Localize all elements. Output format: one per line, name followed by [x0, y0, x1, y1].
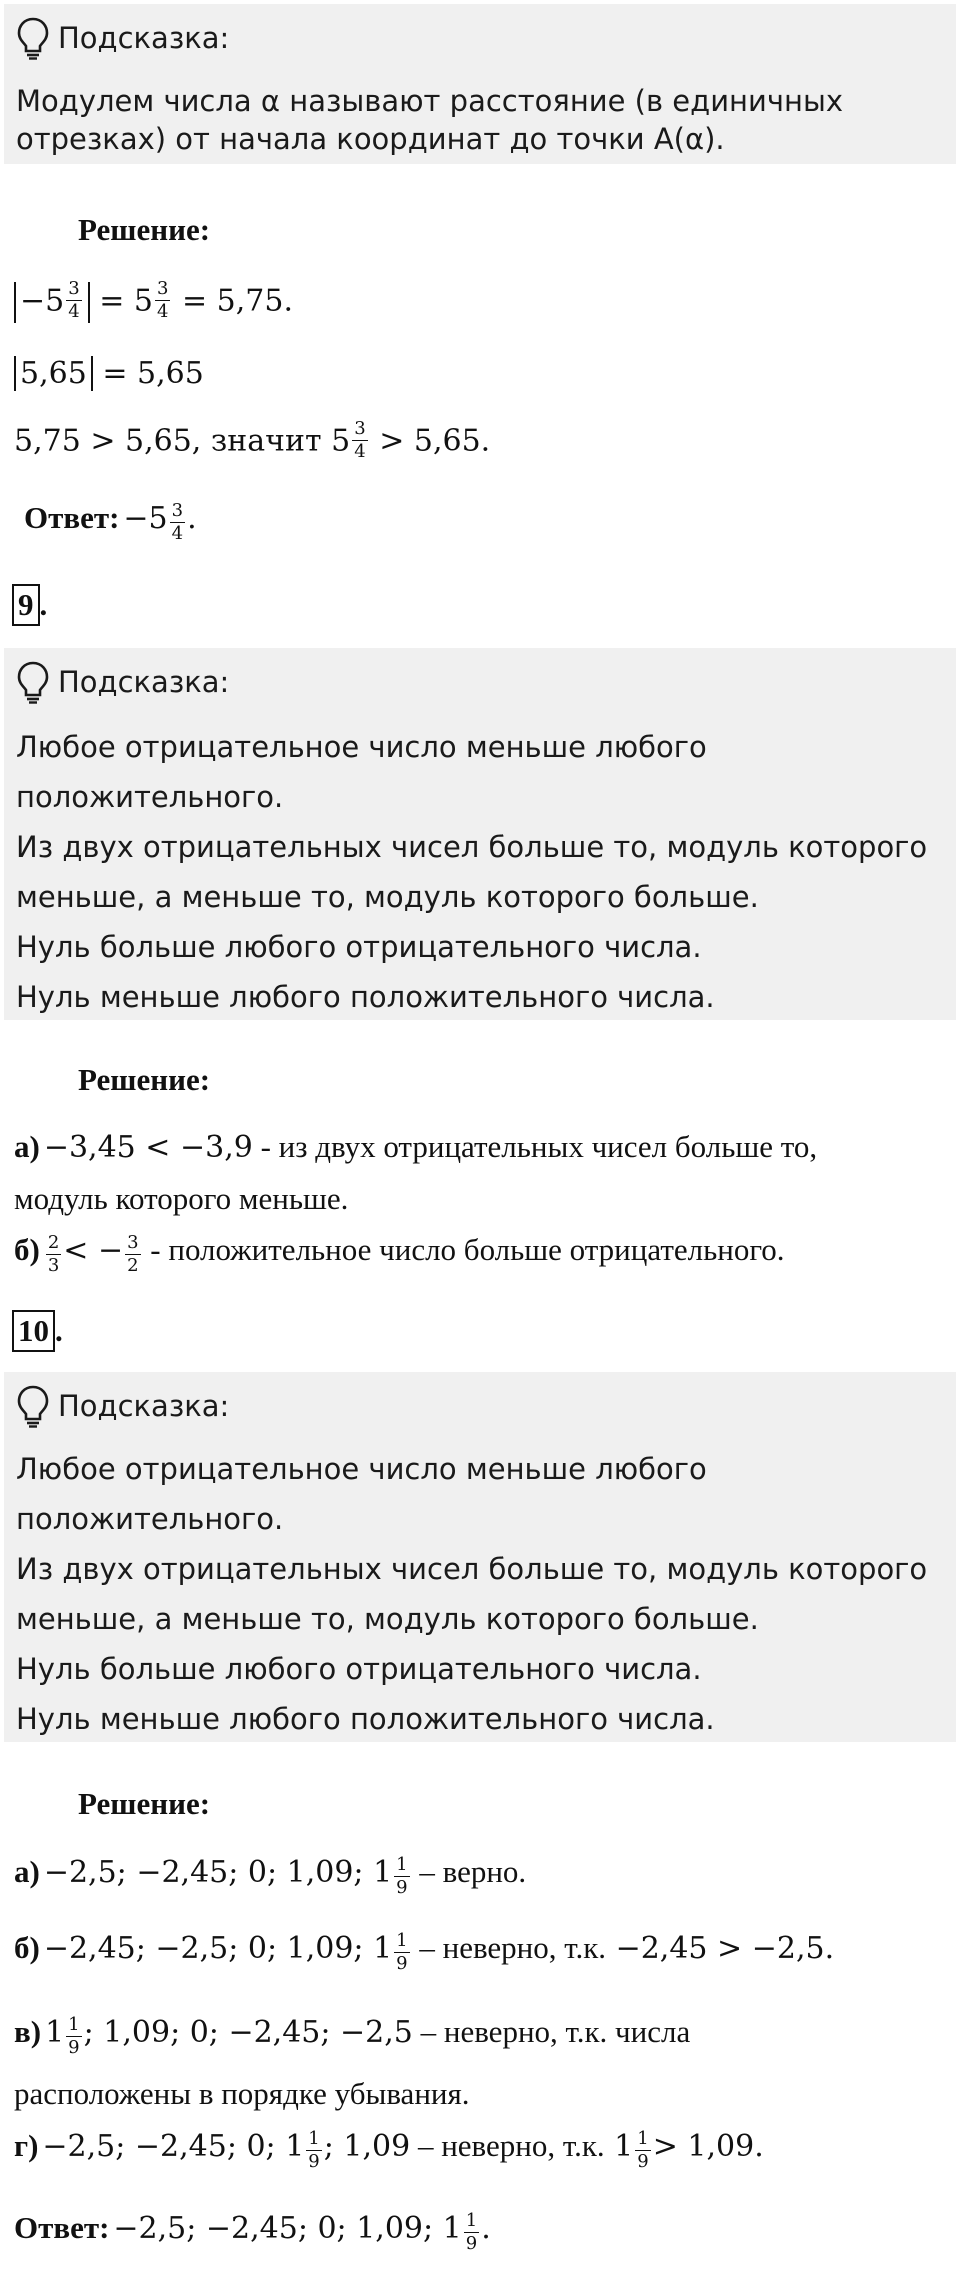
- solution-title: Решение:: [78, 212, 211, 247]
- hint-line: Любое отрицательное число меньше любого: [16, 730, 707, 764]
- task-number-box: 10: [12, 1310, 55, 1352]
- math-part: −2,5; −2,45; 0; 1,09; 1: [43, 1855, 393, 1890]
- fraction-num: 1: [396, 1853, 408, 1875]
- lightbulb-icon: [16, 660, 50, 704]
- fraction-num: 3: [157, 278, 169, 299]
- hint-text: [16, 1444, 944, 1744]
- hint-line: положительного.: [16, 780, 284, 814]
- explanation-text: расположены в порядке убывания.: [14, 2076, 470, 2111]
- hint-header: [16, 16, 229, 60]
- fraction-num: 3: [127, 1231, 139, 1253]
- fraction-num: 1: [465, 2209, 478, 2231]
- fraction: [394, 1853, 409, 1898]
- solution-line-2: [14, 356, 204, 391]
- solution-title: Решение:: [78, 1062, 211, 1097]
- hint-text: [16, 82, 944, 158]
- math-part: ; 1,09: [323, 2129, 411, 2164]
- math-part: ; 1,09; 0; −2,45; −2,5: [83, 2015, 413, 2050]
- explanation-text: – неверно, т.к. числа: [412, 2014, 691, 2049]
- hint-header: [16, 1384, 229, 1428]
- lightbulb-icon: [16, 16, 50, 60]
- hint-box-comparison: [4, 648, 956, 1020]
- fraction: [306, 2127, 321, 2172]
- explanation-text: - из двух отрицательных чисел больше то,: [252, 1129, 818, 1164]
- fraction-den: 9: [396, 1952, 408, 1974]
- answer-label: Ответ:: [14, 2210, 110, 2245]
- fraction-den: 9: [396, 1876, 408, 1898]
- hint-line: Из двух отрицательных чисел больше то, модуль которого: [16, 830, 928, 864]
- fraction-num: 2: [47, 1231, 60, 1253]
- fraction-den: 2: [127, 1254, 139, 1276]
- hint-box-comparison: [4, 1372, 956, 1742]
- task-number-dot: .: [55, 1313, 63, 1348]
- math-part: = 5: [99, 283, 153, 319]
- solution-10c: [14, 2004, 690, 2128]
- fraction-den: 4: [354, 441, 366, 462]
- math-part: 1: [604, 2129, 634, 2164]
- item-label: б): [14, 1232, 40, 1267]
- math-part: 5,75 > 5,65,: [14, 423, 202, 459]
- fraction-num: 3: [171, 499, 184, 521]
- explanation-text: – неверно, т.к.: [411, 1930, 607, 1965]
- math-part: 1: [45, 2015, 65, 2050]
- hint-box-modulus: [4, 4, 956, 164]
- fraction-den: 4: [68, 301, 80, 322]
- math-part: < −: [63, 1233, 124, 1268]
- solution-line-1: [14, 278, 294, 323]
- math-part: −3,45 < −3,9: [43, 1130, 253, 1165]
- task-number-box: 9: [12, 584, 40, 626]
- abs-value: 5,65: [14, 356, 93, 391]
- task-number-10: [12, 1310, 63, 1352]
- answer-10: [14, 2210, 491, 2255]
- math-part: .: [481, 2211, 491, 2246]
- fraction: [46, 1231, 61, 1276]
- hint-line: положительного.: [16, 1502, 284, 1536]
- item-label: г): [14, 2128, 39, 2163]
- fraction: [66, 280, 81, 321]
- fraction-den: 9: [637, 2150, 649, 2172]
- fraction-den: 4: [157, 301, 169, 322]
- solution-9b: [14, 1232, 785, 1277]
- hint-line: Модулем числа α называют расстояние (в единичных: [16, 84, 844, 118]
- math-part: .: [187, 501, 197, 536]
- hint-header: [16, 660, 229, 704]
- hint-line: Любое отрицательное число меньше любого: [16, 1452, 707, 1486]
- hint-line: отрезках) от начала координат до точки А(α).: [16, 122, 725, 156]
- answer-label: Ответ:: [24, 500, 120, 535]
- item-label: в): [14, 2014, 42, 2049]
- fraction: [125, 1231, 140, 1276]
- hint-line: Нуль больше любого отрицательного числа.: [16, 1652, 702, 1686]
- math-part: −2,45 > −2,5.: [606, 1931, 835, 1966]
- fraction-num: 1: [396, 1929, 408, 1951]
- task-number-9: [12, 584, 47, 626]
- explanation-text: - положительное число больше отрицательного.: [142, 1232, 785, 1267]
- math-part: −2,5; −2,45; 0; 1: [42, 2129, 305, 2164]
- hint-line: Нуль меньше любого положительного числа.: [16, 980, 715, 1014]
- fraction: [394, 1929, 409, 1974]
- hint-line: меньше, а меньше то, модуль которого больше.: [16, 1602, 759, 1636]
- hint-line: Нуль меньше любого положительного числа.: [16, 1702, 715, 1736]
- fraction-den: 3: [47, 1254, 60, 1276]
- fraction: [352, 420, 367, 461]
- explanation-text: – верно.: [411, 1854, 527, 1889]
- math-part: > 1,09.: [652, 2129, 764, 2164]
- fraction: [635, 2127, 650, 2172]
- math-word: значит: [210, 423, 322, 459]
- task-number-dot: .: [39, 587, 48, 622]
- fraction-num: 1: [68, 2013, 80, 2035]
- math-part: −2,45; −2,5; 0; 1,09; 1: [43, 1931, 393, 1966]
- fraction: [66, 2013, 81, 2058]
- answer-8: [24, 500, 197, 545]
- fraction: [170, 499, 185, 544]
- item-label: а): [14, 1129, 40, 1164]
- math-part: −5: [20, 283, 65, 319]
- math-part: −2,5; −2,45; 0; 1,09; 1: [113, 2211, 462, 2246]
- fraction-den: 9: [68, 2036, 80, 2058]
- explanation-text: модуль которого меньше.: [14, 1181, 349, 1216]
- hint-line: Нуль больше любого отрицательного числа.: [16, 930, 702, 964]
- hint-label: Подсказка:: [58, 1389, 230, 1423]
- hint-line: меньше, а меньше то, модуль которого больше.: [16, 880, 759, 914]
- fraction-num: 1: [308, 2127, 320, 2149]
- lightbulb-icon: [16, 1384, 50, 1428]
- solution-10d: [14, 2128, 764, 2173]
- hint-line: Из двух отрицательных чисел больше то, модуль которого: [16, 1552, 928, 1586]
- item-label: б): [14, 1930, 40, 1965]
- solution-9a: [14, 1124, 817, 1228]
- fraction-num: 3: [68, 278, 80, 299]
- fraction-den: 9: [465, 2232, 478, 2254]
- hint-label: Подсказка:: [58, 665, 230, 699]
- math-part: = 5,65: [102, 356, 204, 391]
- explanation-text: – неверно, т.к.: [410, 2128, 605, 2163]
- fraction: [464, 2209, 479, 2254]
- fraction-num: 3: [354, 418, 366, 439]
- fraction-den: 9: [308, 2150, 320, 2172]
- math-part: > 5,65.: [379, 423, 491, 459]
- hint-text: [16, 722, 944, 1022]
- fraction: [155, 280, 170, 321]
- solution-10a: [14, 1854, 526, 1899]
- math-part: = 5,75.: [182, 283, 294, 319]
- math-part: −5: [123, 501, 168, 536]
- item-label: а): [14, 1854, 40, 1889]
- math-part: 5: [321, 423, 351, 459]
- fraction-num: 1: [637, 2127, 649, 2149]
- hint-label: Подсказка:: [58, 21, 230, 55]
- solution-line-3: [14, 418, 491, 463]
- solution-10b: [14, 1930, 834, 1975]
- fraction-den: 4: [171, 522, 184, 544]
- solution-title: Решение:: [78, 1786, 211, 1821]
